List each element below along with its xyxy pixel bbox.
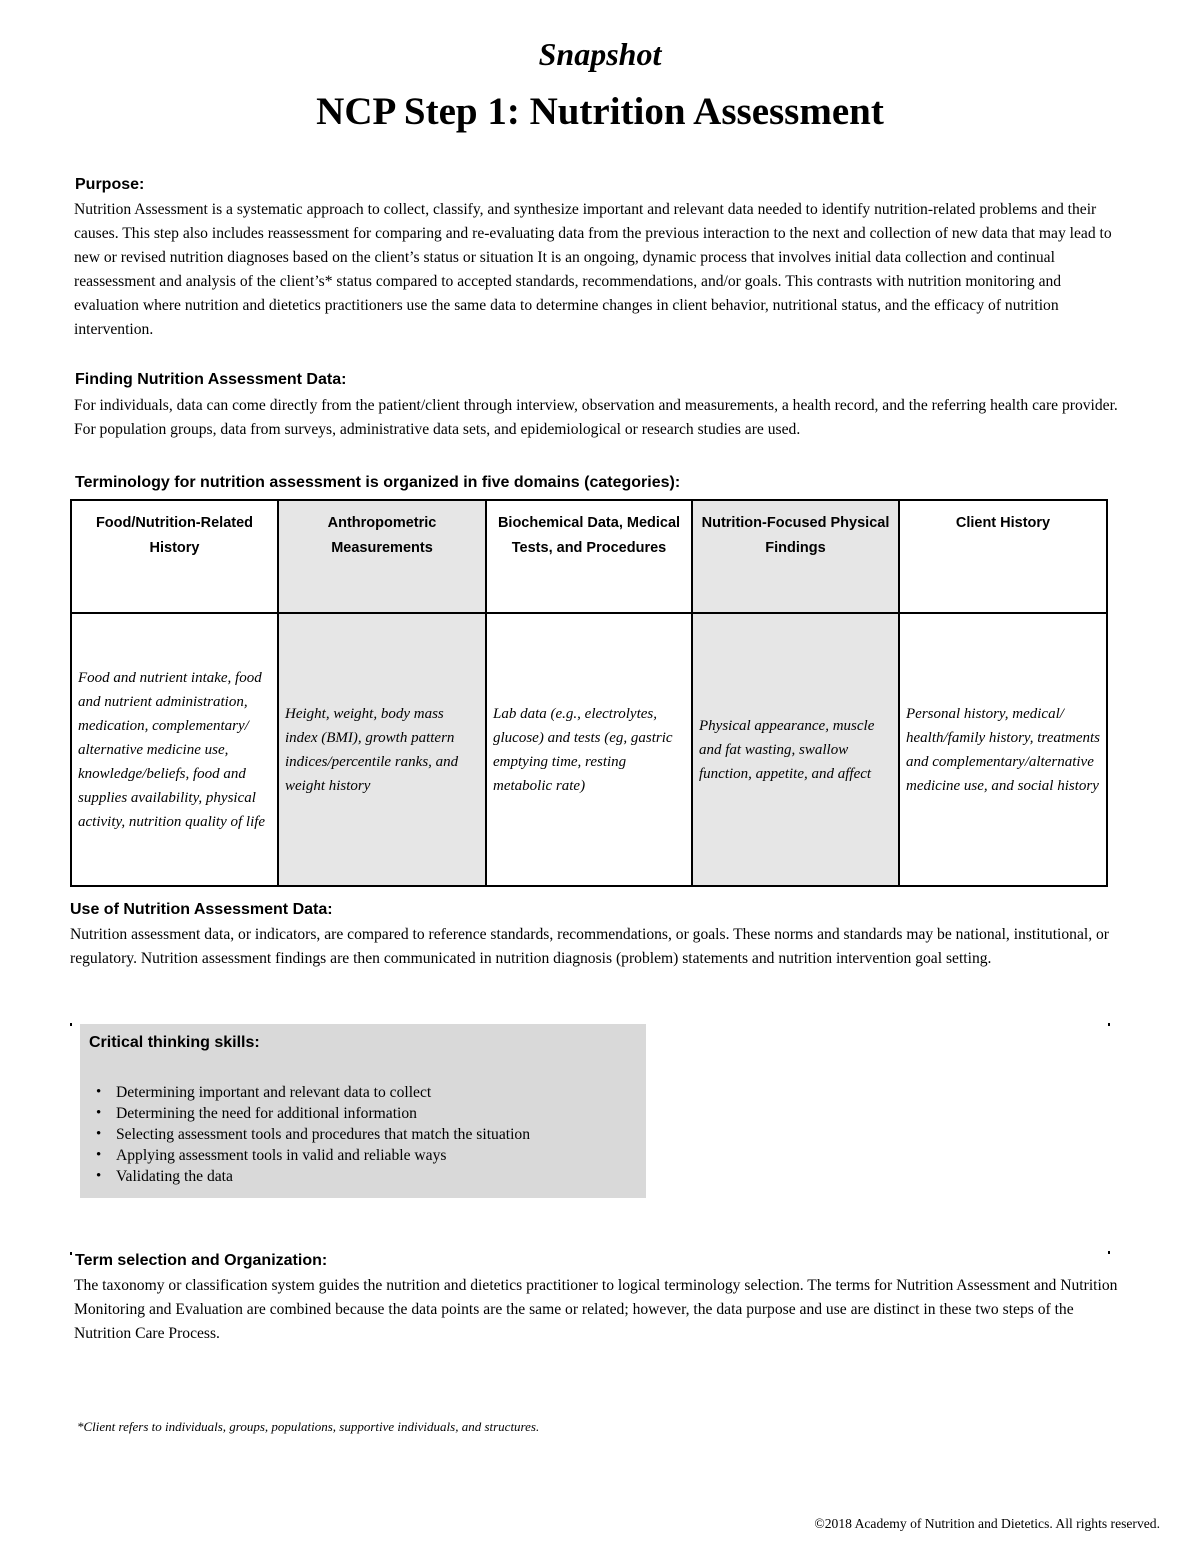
critical-thinking-list <box>80 1082 530 1187</box>
terminology-heading: Terminology for nutrition assessment is organized in five domains (categories): <box>75 474 681 491</box>
list-item: • Validating the data <box>116 1166 530 1187</box>
snapshot-label: Snapshot <box>538 36 662 72</box>
finding-data-heading: Finding Nutrition Assessment Data: <box>75 371 347 388</box>
client-footnote: *Client refers to individuals, groups, populations, supportive individuals, and structures. <box>77 1419 540 1434</box>
purpose-heading: Purpose: <box>75 176 145 193</box>
copyright-notice: ©2018 Academy of Nutrition and Dietetics. All rights reserved. <box>814 1516 1160 1531</box>
table-row <box>71 613 1107 886</box>
column-header: Anthropometric Measurements <box>278 500 486 613</box>
term-selection-text: The taxonomy or classification system guides the nutrition and dietetics practitioner to logical terminology selection. The terms for Nutrition Assessment and Nutrition Monitoring and Evaluation are combined because the data points are the same or related; however, the data purpose and use are distinct in these two steps of the Nutrition Care Process. <box>74 1277 1118 1342</box>
list-item: • Applying assessment tools in valid and reliable ways <box>116 1145 530 1166</box>
list-item: • Determining the need for additional information <box>116 1103 530 1124</box>
term-selection-heading: Term selection and Organization: <box>75 1252 328 1269</box>
list-item: • Selecting assessment tools and procedures that match the situation <box>116 1124 530 1145</box>
table-cell: Food and nutrient intake, food and nutrient administration, medication, complementary/ alternative medicine use, knowledge/beliefs, food and supplies availability, physical activity, nutrition quality of life <box>71 613 278 886</box>
list-item: • Determining important and relevant data to collect <box>116 1082 530 1103</box>
finding-data-text: For individuals, data can come directly from the patient/client through interview, observation and measurements, a health record, and the referring health care provider. For population groups, data from surveys, administrative data sets, and epidemiological or research studies are used. <box>74 397 1118 438</box>
column-header: Biochemical Data, Medical Tests, and Procedures <box>486 500 692 613</box>
assessment-domains-table <box>70 499 1108 887</box>
table-cell: Physical appearance, muscle and fat wasting, swallow function, appetite, and affect <box>692 613 899 886</box>
stray-dot <box>70 1023 72 1026</box>
table-cell: Personal history, medical/ health/family history, treatments and complementary/alternative medicine use, and social history <box>899 613 1107 886</box>
purpose-text: Nutrition Assessment is a systematic approach to collect, classify, and synthesize important and relevant data needed to identify nutrition-related problems and their causes. This step also includes reassessment for comparing and re-evaluating data from the previous interaction to the next and collection of new data that may lead to new or revised nutrition diagnoses based on the client’s status or situation It is an ongoing, dynamic process that involves initial data collection and continual reassessment and analysis of the client’s* status compared to accepted standards, recommendations, and/or goals. This contrasts with nutrition monitoring and evaluation where nutrition and dietetics practitioners use the same data to determine changes in client behavior, nutritional status, and the efficacy of nutrition intervention. <box>74 201 1112 338</box>
column-header: Client History <box>899 500 1107 613</box>
critical-thinking-heading: Critical thinking skills: <box>89 1034 260 1051</box>
stray-dot <box>1108 1023 1110 1026</box>
stray-dot <box>70 1252 72 1255</box>
stray-dot <box>1108 1251 1110 1254</box>
column-header: Food/Nutrition-Related History <box>71 500 278 613</box>
use-data-heading: Use of Nutrition Assessment Data: <box>70 901 333 918</box>
table-cell: Lab data (e.g., electrolytes, glucose) and tests (eg, gastric emptying time, resting metabolic rate) <box>486 613 692 886</box>
column-header: Nutrition-Focused Physical Findings <box>692 500 899 613</box>
table-cell: Height, weight, body mass index (BMI), growth pattern indices/percentile ranks, and weight history <box>278 613 486 886</box>
page-title: NCP Step 1: Nutrition Assessment <box>316 90 884 133</box>
use-data-text: Nutrition assessment data, or indicators, are compared to reference standards, recommendations, or goals. These norms and standards may be national, institutional, or regulatory. Nutrition assessment findings are then communicated in nutrition diagnosis (problem) statements and nutrition intervention goal setting. <box>70 926 1109 967</box>
table-header-row <box>71 500 1107 613</box>
critical-thinking-box <box>80 1024 646 1198</box>
